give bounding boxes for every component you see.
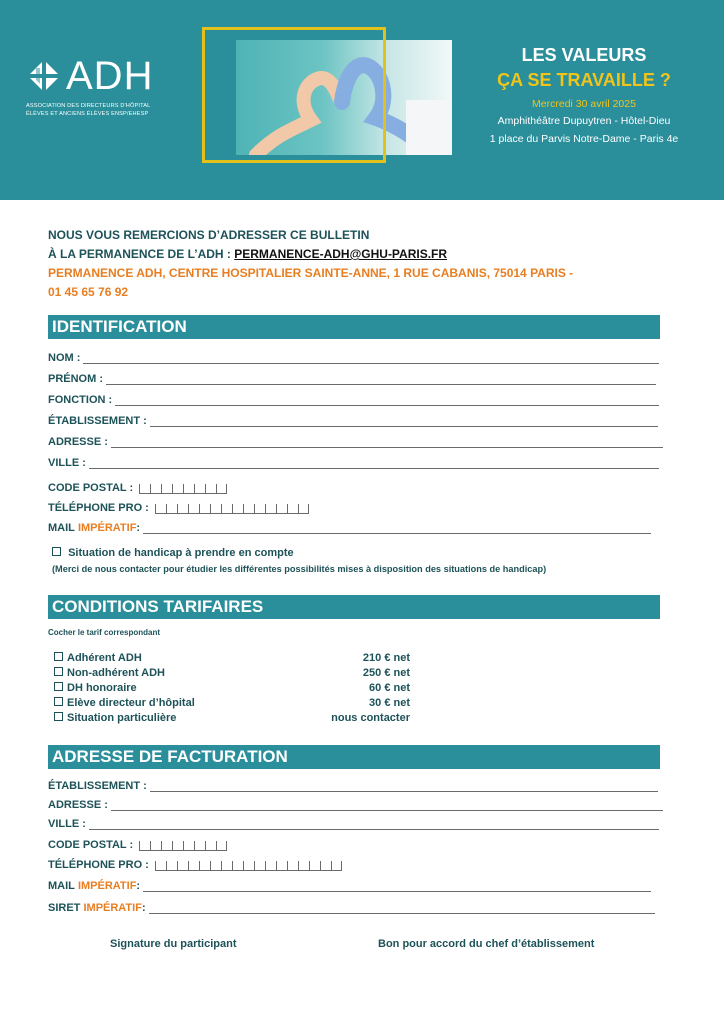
field-line[interactable] bbox=[83, 353, 659, 364]
digit-box[interactable] bbox=[177, 504, 188, 514]
handicap-note: (Merci de nous contacter pour étudier les différentes possibilités mises à disposition des situations de handicap) bbox=[52, 564, 547, 574]
field-label: ÉTABLISSEMENT : bbox=[48, 415, 147, 427]
digit-box[interactable] bbox=[276, 861, 287, 871]
fact-field-adresse[interactable] bbox=[48, 797, 663, 811]
fact-field-telephone[interactable] bbox=[48, 857, 342, 871]
digit-box[interactable] bbox=[331, 861, 342, 871]
handicap-label: Situation de handicap à prendre en compte bbox=[68, 547, 294, 559]
digit-box[interactable] bbox=[199, 504, 210, 514]
digit-box[interactable] bbox=[254, 861, 265, 871]
digit-box[interactable] bbox=[194, 484, 205, 494]
intro-block bbox=[48, 226, 573, 302]
field-prenom[interactable] bbox=[48, 371, 656, 385]
field-line[interactable] bbox=[89, 458, 659, 469]
event-title-line1: LES VALEURS bbox=[521, 45, 647, 65]
tarif-checkbox[interactable] bbox=[54, 667, 63, 676]
tarif-list bbox=[54, 650, 410, 725]
digit-box[interactable] bbox=[216, 484, 227, 494]
section-facturation-title: ADRESSE DE FACTURATION bbox=[48, 745, 660, 769]
field-line[interactable] bbox=[106, 374, 656, 385]
imperatif-label: IMPÉRATIF bbox=[77, 880, 137, 892]
logo-subtitle bbox=[26, 102, 186, 118]
digit-box[interactable] bbox=[161, 484, 172, 494]
intro-address-line1: PERMANENCE ADH, CENTRE HOSPITALIER SAINTE-ANNE, 1 RUE CABANIS, 75014 PARIS - bbox=[48, 266, 574, 280]
field-label: ÉTABLISSEMENT : bbox=[48, 780, 147, 792]
intro-line1: NOUS VOUS REMERCIONS D’ADRESSER CE BULLETIN bbox=[48, 228, 370, 242]
tarif-label: Elève directeur d’hôpital bbox=[67, 696, 195, 709]
tarif-price: 210 € net bbox=[362, 651, 410, 664]
tarif-checkbox[interactable] bbox=[54, 712, 63, 721]
field-label: CODE POSTAL : bbox=[48, 839, 134, 851]
field-label: TÉLÉPHONE PRO : bbox=[48, 502, 149, 514]
event-date: Mercredi 30 avril 2025 bbox=[532, 98, 636, 110]
field-line[interactable] bbox=[115, 395, 659, 406]
intro-line2-prefix: À LA PERMANENCE DE L’ADH : bbox=[48, 247, 235, 261]
tarif-checkbox[interactable] bbox=[54, 652, 63, 661]
digit-box[interactable] bbox=[166, 861, 177, 871]
telephone-boxes[interactable] bbox=[155, 502, 309, 514]
digit-box[interactable] bbox=[265, 861, 276, 871]
fact-field-siret[interactable] bbox=[48, 900, 655, 914]
digit-box[interactable] bbox=[265, 504, 276, 514]
fact-field-mail[interactable] bbox=[48, 878, 651, 892]
tarif-row[interactable] bbox=[54, 710, 410, 725]
digit-box[interactable] bbox=[320, 861, 331, 871]
field-line[interactable] bbox=[143, 881, 651, 892]
field-label: MAIL bbox=[48, 880, 75, 892]
field-label: MAIL bbox=[48, 522, 75, 534]
tarif-label: DH honoraire bbox=[67, 681, 137, 694]
field-etablissement[interactable] bbox=[48, 413, 658, 427]
tarif-label: Situation particulière bbox=[67, 711, 177, 724]
section-identification-title: IDENTIFICATION bbox=[48, 315, 660, 339]
digit-box[interactable] bbox=[309, 861, 320, 871]
field-line[interactable] bbox=[143, 523, 651, 534]
signature-chef-label: Bon pour accord du chef d’établissement bbox=[378, 938, 595, 950]
tarif-label: Adhérent ADH bbox=[67, 651, 142, 664]
intro-address-line2: 01 45 65 76 92 bbox=[48, 285, 129, 299]
tarif-label: Non-adhérent ADH bbox=[67, 666, 165, 679]
field-line[interactable] bbox=[149, 903, 655, 914]
field-mail[interactable] bbox=[48, 520, 651, 534]
field-adresse[interactable] bbox=[48, 434, 663, 448]
field-ville[interactable] bbox=[48, 455, 659, 469]
tarif-row[interactable] bbox=[54, 680, 410, 695]
field-colon: : bbox=[136, 880, 141, 892]
digit-box[interactable] bbox=[155, 861, 166, 871]
digit-box[interactable] bbox=[161, 841, 172, 851]
field-colon: : bbox=[136, 522, 141, 534]
tarif-price: 30 € net bbox=[369, 696, 410, 709]
field-label: ADRESSE : bbox=[48, 436, 108, 448]
digit-box[interactable] bbox=[254, 504, 265, 514]
field-line[interactable] bbox=[89, 819, 659, 830]
digit-box[interactable] bbox=[177, 861, 188, 871]
tarif-row[interactable] bbox=[54, 665, 410, 680]
telephone-boxes[interactable] bbox=[155, 859, 342, 871]
digit-box[interactable] bbox=[210, 504, 221, 514]
tarif-price: nous contacter bbox=[331, 711, 410, 724]
signature-participant-label: Signature du participant bbox=[110, 938, 237, 950]
code-postal-boxes[interactable] bbox=[139, 482, 227, 494]
field-line[interactable] bbox=[150, 416, 658, 427]
digit-box[interactable] bbox=[188, 504, 199, 514]
digit-box[interactable] bbox=[183, 484, 194, 494]
digit-box[interactable] bbox=[287, 504, 298, 514]
fact-field-code-postal[interactable] bbox=[48, 837, 227, 851]
tarif-price: 60 € net bbox=[369, 681, 410, 694]
photo-frame bbox=[202, 27, 386, 163]
field-line[interactable] bbox=[111, 437, 663, 448]
field-label: FONCTION : bbox=[48, 394, 113, 406]
field-code-postal[interactable] bbox=[48, 480, 227, 494]
field-label: PRÉNOM : bbox=[48, 373, 103, 385]
digit-box[interactable] bbox=[150, 484, 161, 494]
logo-subtitle-line: ÉLÈVES ET ANCIENS ÉLÈVES ENSP/EHESP bbox=[26, 111, 149, 117]
digit-box[interactable] bbox=[150, 841, 161, 851]
field-label: ADRESSE : bbox=[48, 799, 108, 811]
logo-subtitle-line: ASSOCIATION DES DIRECTEURS D'HÔPITAL bbox=[26, 103, 151, 109]
fact-field-ville[interactable] bbox=[48, 816, 659, 830]
header-banner bbox=[0, 0, 724, 200]
contact-email-link[interactable]: PERMANENCE-ADH@GHU-PARIS.FR bbox=[234, 247, 448, 261]
tarif-row[interactable] bbox=[54, 695, 410, 710]
handicap-checkbox[interactable] bbox=[52, 547, 61, 556]
digit-box[interactable] bbox=[243, 861, 254, 871]
digit-box[interactable] bbox=[221, 504, 232, 514]
field-line[interactable] bbox=[150, 781, 658, 792]
field-label: VILLE : bbox=[48, 818, 86, 830]
handicap-option[interactable] bbox=[52, 547, 294, 559]
field-line[interactable] bbox=[111, 800, 663, 811]
tarif-instruction: Cocher le tarif correspondant bbox=[48, 628, 161, 637]
digit-box[interactable] bbox=[210, 861, 221, 871]
event-location-line1: Amphithéâtre Dupuytren - Hôtel-Dieu bbox=[497, 115, 671, 127]
tarif-checkbox[interactable] bbox=[54, 682, 63, 691]
digit-box[interactable] bbox=[205, 841, 216, 851]
digit-box[interactable] bbox=[139, 484, 150, 494]
imperatif-label: IMPÉRATIF bbox=[77, 522, 137, 534]
digit-box[interactable] bbox=[183, 841, 194, 851]
digit-box[interactable] bbox=[172, 841, 183, 851]
field-colon: : bbox=[141, 902, 146, 914]
field-label: SIRET bbox=[48, 902, 81, 914]
field-label: NOM : bbox=[48, 352, 81, 364]
digit-box[interactable] bbox=[139, 841, 150, 851]
tarif-row[interactable] bbox=[54, 650, 410, 665]
field-telephone[interactable] bbox=[48, 500, 309, 514]
digit-box[interactable] bbox=[194, 841, 205, 851]
field-label: CODE POSTAL : bbox=[48, 482, 134, 494]
digit-box[interactable] bbox=[287, 861, 298, 871]
digit-box[interactable] bbox=[276, 504, 287, 514]
digit-box[interactable] bbox=[232, 861, 243, 871]
digit-box[interactable] bbox=[205, 484, 216, 494]
digit-box[interactable] bbox=[199, 861, 210, 871]
field-fonction[interactable] bbox=[48, 392, 659, 406]
digit-box[interactable] bbox=[188, 861, 199, 871]
code-postal-boxes[interactable] bbox=[139, 839, 227, 851]
imperatif-label: IMPÉRATIF bbox=[83, 902, 142, 914]
fact-field-etablissement[interactable] bbox=[48, 778, 658, 792]
intro-line2 bbox=[48, 245, 573, 264]
tarif-price: 250 € net bbox=[362, 666, 410, 679]
digit-box[interactable] bbox=[221, 861, 232, 871]
field-label: VILLE : bbox=[48, 457, 86, 469]
event-title-line2: ÇA SE TRAVAILLE ? bbox=[497, 70, 671, 90]
digit-box[interactable] bbox=[172, 484, 183, 494]
field-label: TÉLÉPHONE PRO : bbox=[48, 859, 149, 871]
digit-box[interactable] bbox=[298, 504, 309, 514]
digit-box[interactable] bbox=[216, 841, 227, 851]
section-conditions-title: CONDITIONS TARIFAIRES bbox=[48, 595, 660, 619]
digit-box[interactable] bbox=[298, 861, 309, 871]
tarif-checkbox[interactable] bbox=[54, 697, 63, 706]
logo-emblem-icon bbox=[26, 58, 62, 94]
event-location-line2: 1 place du Parvis Notre-Dame - Paris 4e bbox=[489, 133, 679, 145]
logo-text: ADH bbox=[66, 54, 154, 98]
field-nom[interactable] bbox=[48, 350, 659, 364]
event-info bbox=[466, 44, 702, 148]
digit-box[interactable] bbox=[243, 504, 254, 514]
digit-box[interactable] bbox=[155, 504, 166, 514]
digit-box[interactable] bbox=[166, 504, 177, 514]
digit-box[interactable] bbox=[232, 504, 243, 514]
